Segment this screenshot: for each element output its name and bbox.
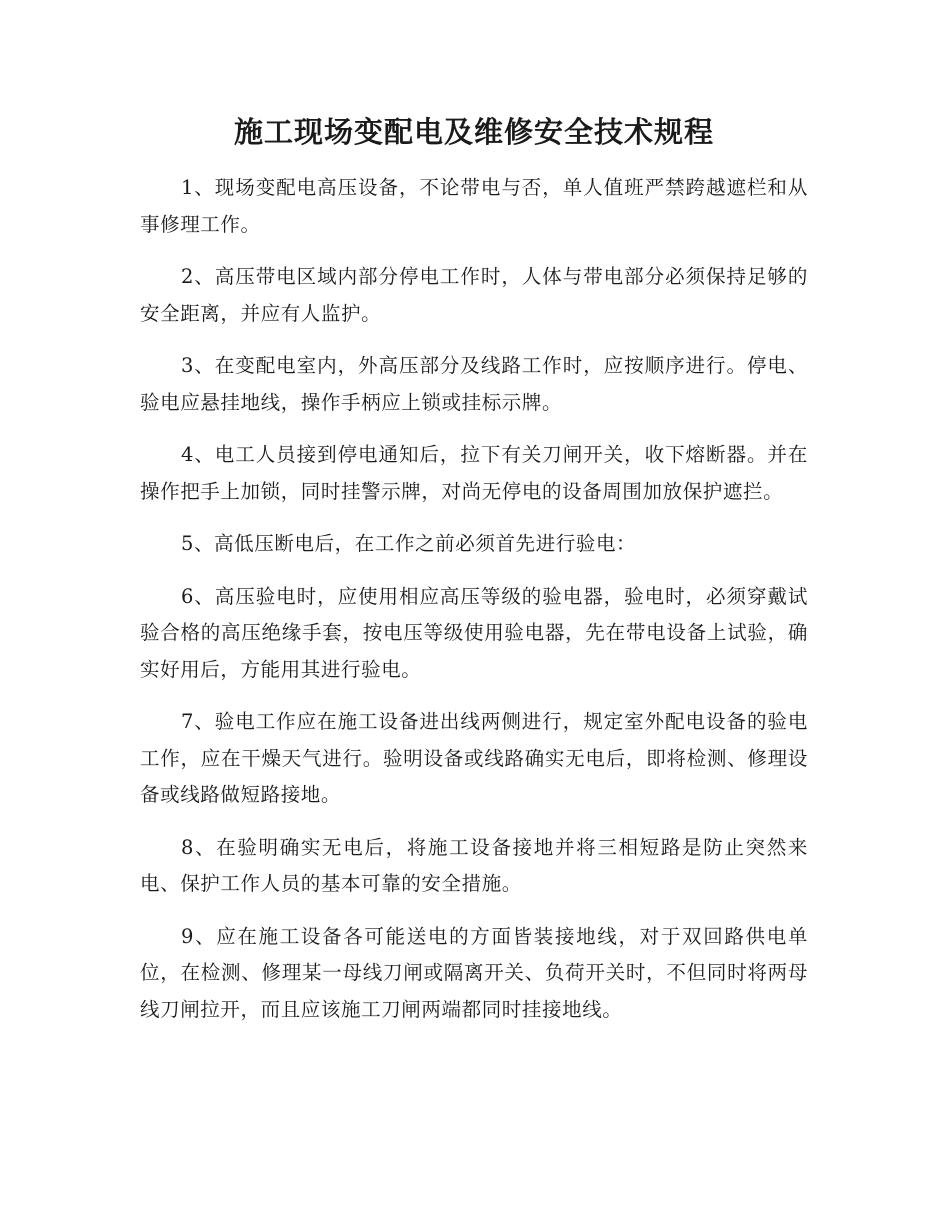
paragraph-4: 4、电工人员接到停电通知后，拉下有关刀闸开关，收下熔断器。并在操作把手上加锁，同时挂警示牌，对尚无停电的设备周围加放保护遮拦。 [140, 443, 808, 503]
paragraph-8: 8、在验明确实无电后，将施工设备接地并将三相短路是防止突然来电、保护工作人员的基本可靠的安全措施。 [140, 835, 808, 895]
paragraph-5: 5、高低压断电后，在工作之前必须首先进行验电： [180, 532, 637, 555]
paragraph-7: 7、验电工作应在施工设备进出线两侧进行，规定室外配电设备的验电工作，应在干燥天气进行。验明设备或线路确实无电后，即将检测、修理设备或线路做短路接地。 [140, 710, 808, 806]
paragraph-6: 6、高压验电时，应使用相应高压等级的验电器，验电时，必须穿戴试验合格的高压绝缘手套，按电压等级使用验电器，先在带电设备上试验，确实好用后，方能用其进行验电。 [140, 584, 808, 681]
paragraph-1: 1、现场变配电高压设备，不论带电与否，单人值班严禁跨越遮栏和从事修理工作。 [140, 176, 808, 236]
document-title: 施工现场变配电及维修安全技术规程 [233, 115, 714, 149]
paragraph-9: 9、应在施工设备各可能送电的方面皆装接地线，对于双回路供电单位，在检测、修理某一母线刀闸或隔离开关、负荷开关时，不但同时将两母线刀闸拉开，而且应该施工刀闸两端都同时挂接地线。 [140, 924, 808, 1021]
paragraph-2: 2、高压带电区域内部分停电工作时，人体与带电部分必须保持足够的安全距离，并应有人监护。 [140, 265, 808, 325]
document-page [140, 108, 808, 1044]
paragraph-3: 3、在变配电室内，外高压部分及线路工作时，应按顺序进行。停电、验电应悬挂地线，操作手柄应上锁或挂标示牌。 [140, 354, 808, 414]
